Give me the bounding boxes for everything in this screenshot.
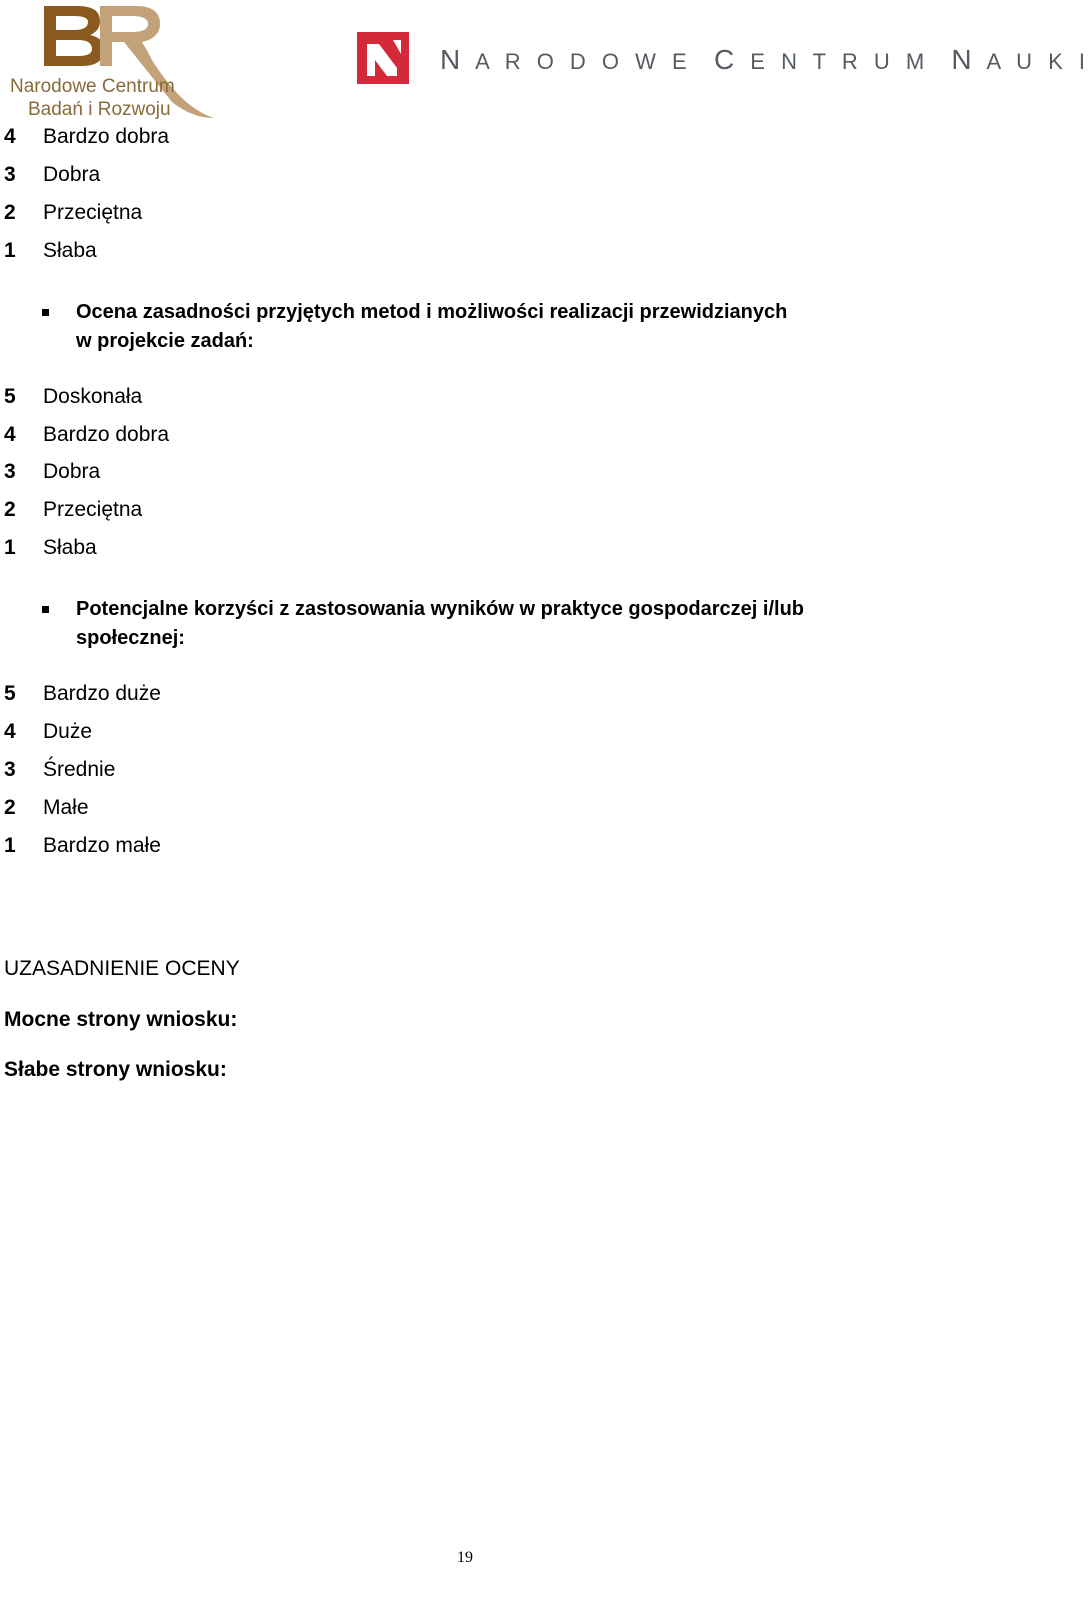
scale-label: Duże [43,720,93,743]
scale-number: 3 [4,163,16,186]
criterion-heading [76,298,936,356]
scale-label: Bardzo duże [43,682,161,705]
ncn-logo-icon [357,32,409,84]
weaknesses-label: Słabe strony wniosku: [4,1058,227,1081]
scale-number: 3 [4,758,16,781]
strengths-label: Mocne strony wniosku: [4,1008,238,1031]
scale-number: 5 [4,385,16,408]
scale-number: 2 [4,201,16,224]
scale-label: Dobra [43,163,101,186]
criterion-line1: Ocena zasadności przyjętych metod i możliwości realizacji przewidzianych [76,301,788,323]
ncbr-logo-line2: Badań i Rozwoju [28,99,171,120]
page-number: 19 [457,1549,473,1566]
scale-label: Średnie [43,758,116,781]
bullet-square-icon [42,309,49,316]
scale-label: Przeciętna [43,498,143,521]
scale-label: Doskonała [43,385,143,408]
scale-number: 1 [4,834,16,857]
scale-number: 2 [4,498,16,521]
ncbr-logo [4,0,216,122]
scale-label: Bardzo dobra [43,125,170,148]
scale-number: 1 [4,239,16,262]
criterion-line2: społecznej: [76,627,185,649]
justification-title: UZASADNIENIE OCENY [4,957,240,980]
criterion-line1: Potencjalne korzyści z zastosowania wyników w praktyce gospodarczej i/lub [76,598,804,620]
scale-label: Przeciętna [43,201,143,224]
scale-label: Słaba [43,536,97,559]
scale-label: Słaba [43,239,97,262]
scale-label: Małe [43,796,89,819]
criterion-heading [76,595,936,653]
scale-number: 1 [4,536,16,559]
scale-label: Dobra [43,460,101,483]
scale-number: 4 [4,423,16,446]
scale-number: 4 [4,125,16,148]
bullet-square-icon [42,606,49,613]
criterion-line2: w projekcie zadań: [76,330,254,352]
ncbr-logo-line1: Narodowe Centrum [10,76,175,97]
ncn-logo-text: N A R O D O W E C E N T R U M N A U K I [440,44,1090,75]
scale-number: 4 [4,720,16,743]
scale-label: Bardzo dobra [43,423,170,446]
scale-label: Bardzo małe [43,834,161,857]
scale-number: 5 [4,682,16,705]
scale-number: 3 [4,460,16,483]
scale-number: 2 [4,796,16,819]
